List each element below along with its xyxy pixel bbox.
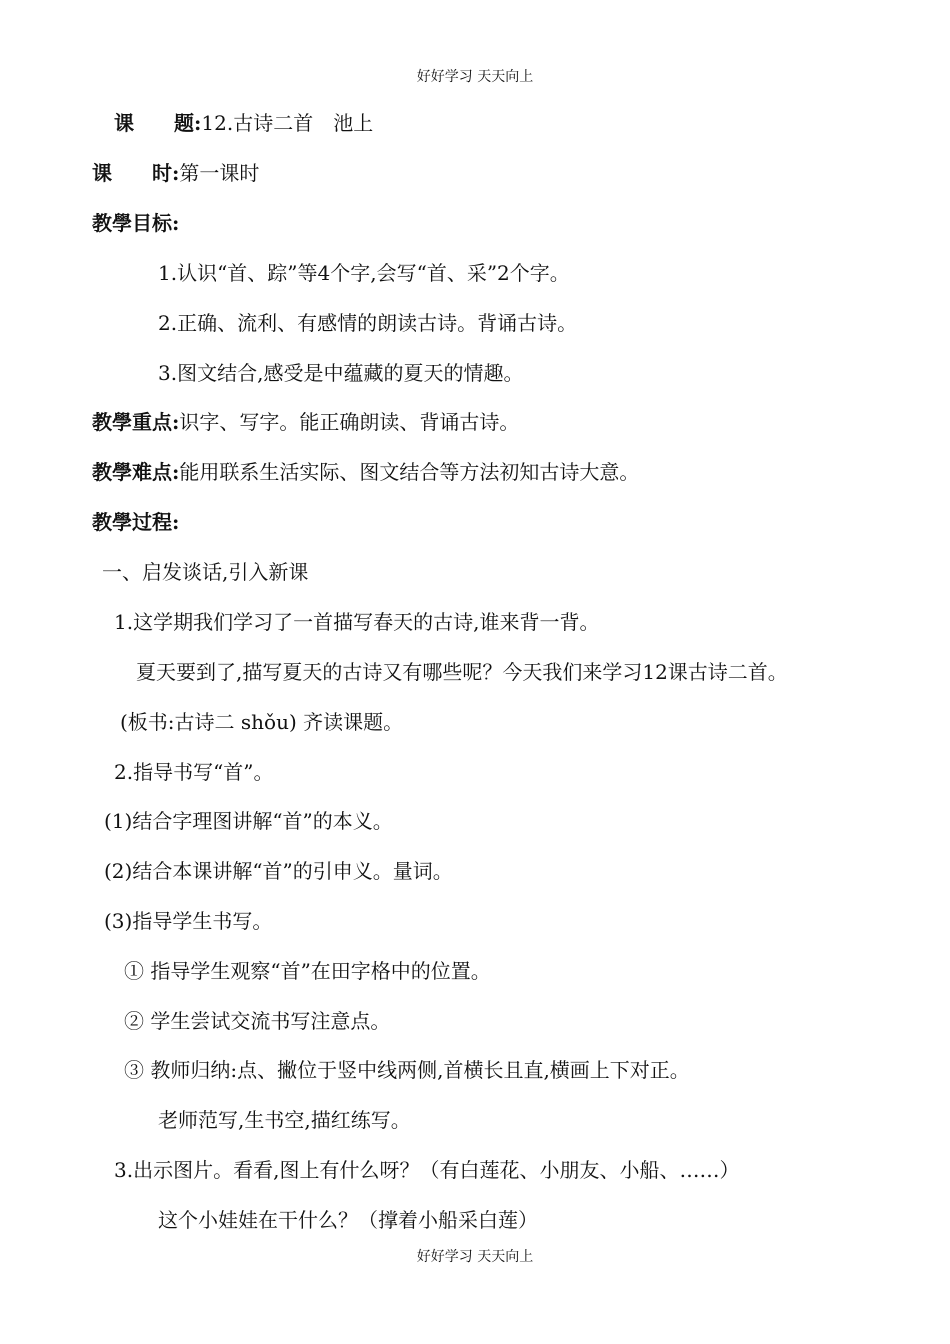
difficulties-text: 能用联系生活实际、图文结合等方法初知古诗大意。: [179, 460, 640, 484]
objectives-heading: 教學目标:: [92, 211, 180, 235]
key-points-text: 识字、写字。能正确朗读、背诵古诗。: [179, 410, 520, 434]
difficulties-line: [92, 459, 639, 485]
process-line: (板书:古诗二 shǒu) 齐读课题。: [120, 710, 404, 734]
process-line: 1.这学期我们学习了一首描写春天的古诗,谁来背一背。: [114, 610, 600, 634]
process-line: 这个小娃娃在干什么？（撑着小船采白莲）: [158, 1208, 538, 1232]
key-points-label: 教學重点:: [92, 410, 180, 434]
topic-line: [114, 110, 373, 136]
period-label: 课 时:: [92, 161, 180, 185]
process-line: ③ 教师归纳:点、撇位于竖中线两侧,首横长且直,横画上下对正。: [124, 1058, 690, 1082]
process-line: 3.出示图片。看看,图上有什么呀？（有白莲花、小朋友、小船、……）: [114, 1158, 740, 1182]
difficulties-label: 教學难点:: [92, 460, 180, 484]
process-line: (2)结合本课讲解“首”的引申义。量词。: [104, 859, 453, 883]
objective-item: 3.图文结合,感受是中蕴藏的夏天的情趣。: [158, 361, 524, 385]
process-heading: 教學过程:: [92, 510, 180, 534]
process-line: ② 学生尝试交流书写注意点。: [124, 1009, 391, 1033]
topic-label: 课 题:: [114, 111, 202, 135]
process-line: (1)结合字理图讲解“首”的本义。: [104, 809, 393, 833]
page-header: 好好学习 天天向上: [416, 69, 534, 85]
objective-item: 1.认识“首、踪”等4个字,会写“首、采”2个字。: [158, 261, 570, 285]
period-value: 第一课时: [179, 161, 260, 185]
topic-value: 12.古诗二首 池上: [201, 111, 374, 135]
process-line: 2.指导书写“首”。: [114, 760, 274, 784]
period-line: [92, 160, 259, 186]
process-line: 一、启发谈话,引入新课: [102, 560, 309, 584]
process-line: (3)指导学生书写。: [104, 909, 273, 933]
page-footer: 好好学习 天天向上: [416, 1249, 534, 1265]
key-points-line: [92, 409, 519, 435]
process-line: 老师范写,生书空,描红练写。: [158, 1108, 411, 1132]
process-line: 夏天要到了,描写夏天的古诗又有哪些呢？今天我们来学习12课古诗二首。: [136, 660, 788, 684]
process-line: ① 指导学生观察“首”在田字格中的位置。: [124, 959, 491, 983]
objective-item: 2.正确、流利、有感情的朗读古诗。背诵古诗。: [158, 311, 578, 335]
